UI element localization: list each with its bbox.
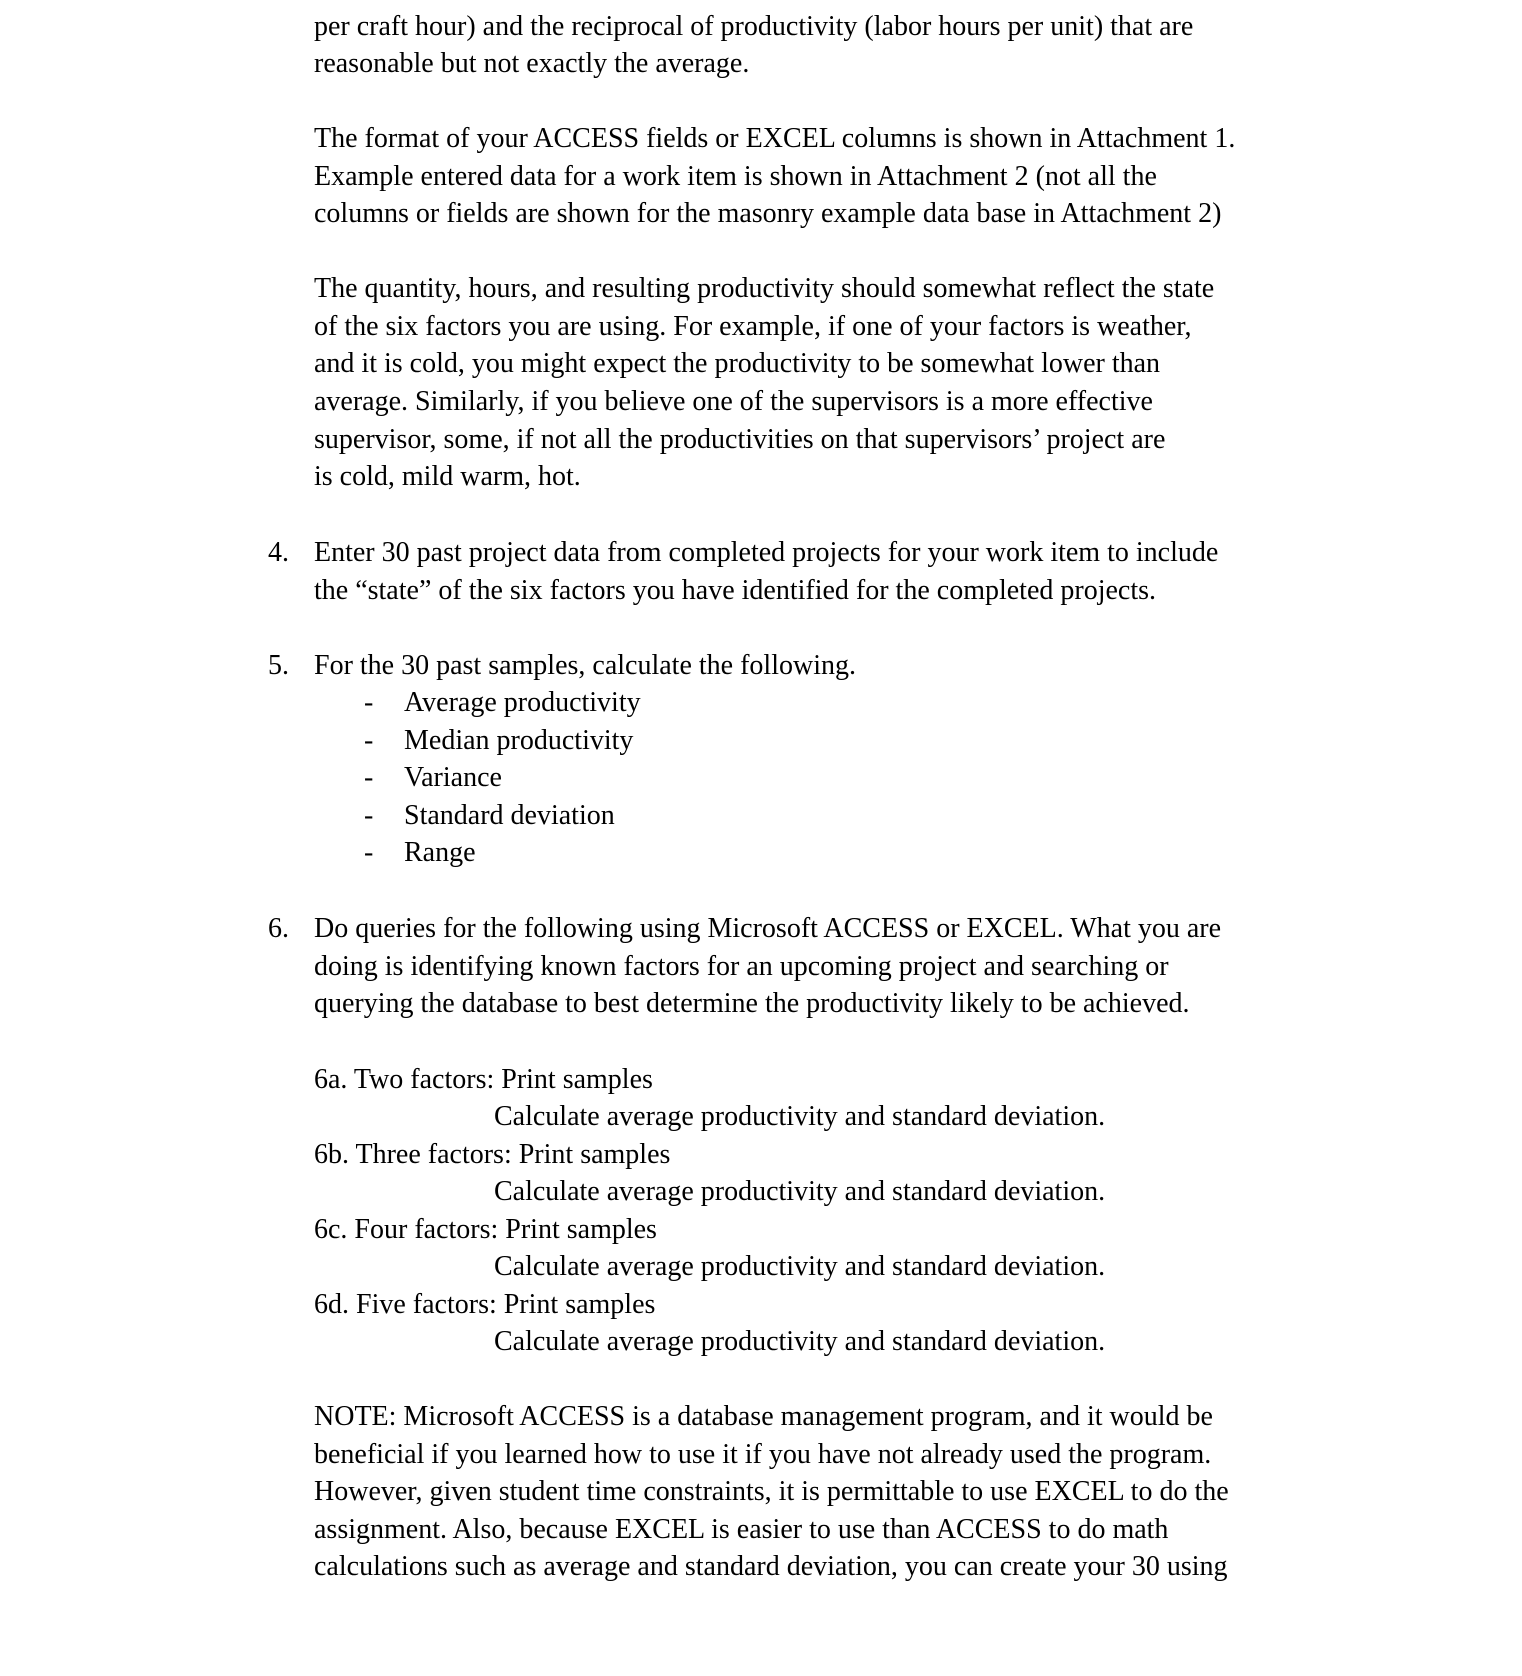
text-line: Example entered data for a work item is shown in Attachment 2 (not all the (314, 161, 1157, 192)
list-number: 4. (268, 537, 289, 568)
bullet-item: Median productivity (404, 725, 634, 756)
text-line: querying the database to best determine the productivity likely to be achieved. (314, 988, 1190, 1019)
text-line: The quantity, hours, and resulting productivity should somewhat reflect the state (314, 273, 1215, 304)
text-line: doing is identifying known factors for an upcoming project and searching or (314, 951, 1169, 982)
text-line: per craft hour) and the reciprocal of productivity (labor hours per unit) that are (314, 11, 1194, 42)
subitem-label: 6c. Four factors: Print samples (314, 1214, 657, 1245)
text-line: For the 30 past samples, calculate the following. (314, 650, 856, 681)
text-line: the “state” of the six factors you have identified for the completed projects. (314, 575, 1157, 606)
bullet-item: Standard deviation (404, 800, 615, 831)
subitem-label: 6b. Three factors: Print samples (314, 1139, 671, 1170)
text-line: The format of your ACCESS fields or EXCEL columns is shown in Attachment 1. (314, 123, 1236, 154)
bullet-item: Range (404, 837, 476, 868)
subitem-detail: Calculate average productivity and standard deviation. (494, 1326, 1106, 1357)
bullet-dash: - (364, 800, 374, 831)
text-line: reasonable but not exactly the average. (314, 48, 750, 79)
list-number: 6. (268, 913, 289, 944)
text-line: and it is cold, you might expect the productivity to be somewhat lower than (314, 348, 1161, 379)
bullet-item: Average productivity (404, 687, 641, 718)
text-line: is cold, mild warm, hot. (314, 461, 581, 492)
text-line: of the six factors you are using. For example, if one of your factors is weather, (314, 311, 1192, 342)
note-line: However, given student time constraints, it is permittable to use EXCEL to do the (314, 1476, 1229, 1507)
text-line: Enter 30 past project data from completed projects for your work item to include (314, 537, 1219, 568)
bullet-item: Variance (404, 762, 502, 793)
text-line: supervisor, some, if not all the productivities on that supervisors’ project are (314, 424, 1166, 455)
note-line: calculations such as average and standard deviation, you can create your 30 using (314, 1551, 1228, 1582)
bullet-dash: - (364, 837, 374, 868)
note-line: NOTE: Microsoft ACCESS is a database management program, and it would be (314, 1401, 1213, 1432)
subitem-detail: Calculate average productivity and standard deviation. (494, 1176, 1106, 1207)
bullet-dash: - (364, 687, 374, 718)
list-number: 5. (268, 650, 289, 681)
subitem-label: 6a. Two factors: Print samples (314, 1064, 653, 1095)
subitem-detail: Calculate average productivity and standard deviation. (494, 1251, 1106, 1282)
note-line: assignment. Also, because EXCEL is easier to use than ACCESS to do math (314, 1514, 1169, 1545)
subitem-detail: Calculate average productivity and standard deviation. (494, 1101, 1106, 1132)
bullet-dash: - (364, 725, 374, 756)
bullet-dash: - (364, 762, 374, 793)
text-line: average. Similarly, if you believe one of the supervisors is a more effective (314, 386, 1153, 417)
subitem-label: 6d. Five factors: Print samples (314, 1289, 656, 1320)
note-line: beneficial if you learned how to use it if you have not already used the program. (314, 1439, 1212, 1470)
text-line: columns or fields are shown for the masonry example data base in Attachment 2) (314, 198, 1222, 229)
text-line: Do queries for the following using Microsoft ACCESS or EXCEL. What you are (314, 913, 1222, 944)
